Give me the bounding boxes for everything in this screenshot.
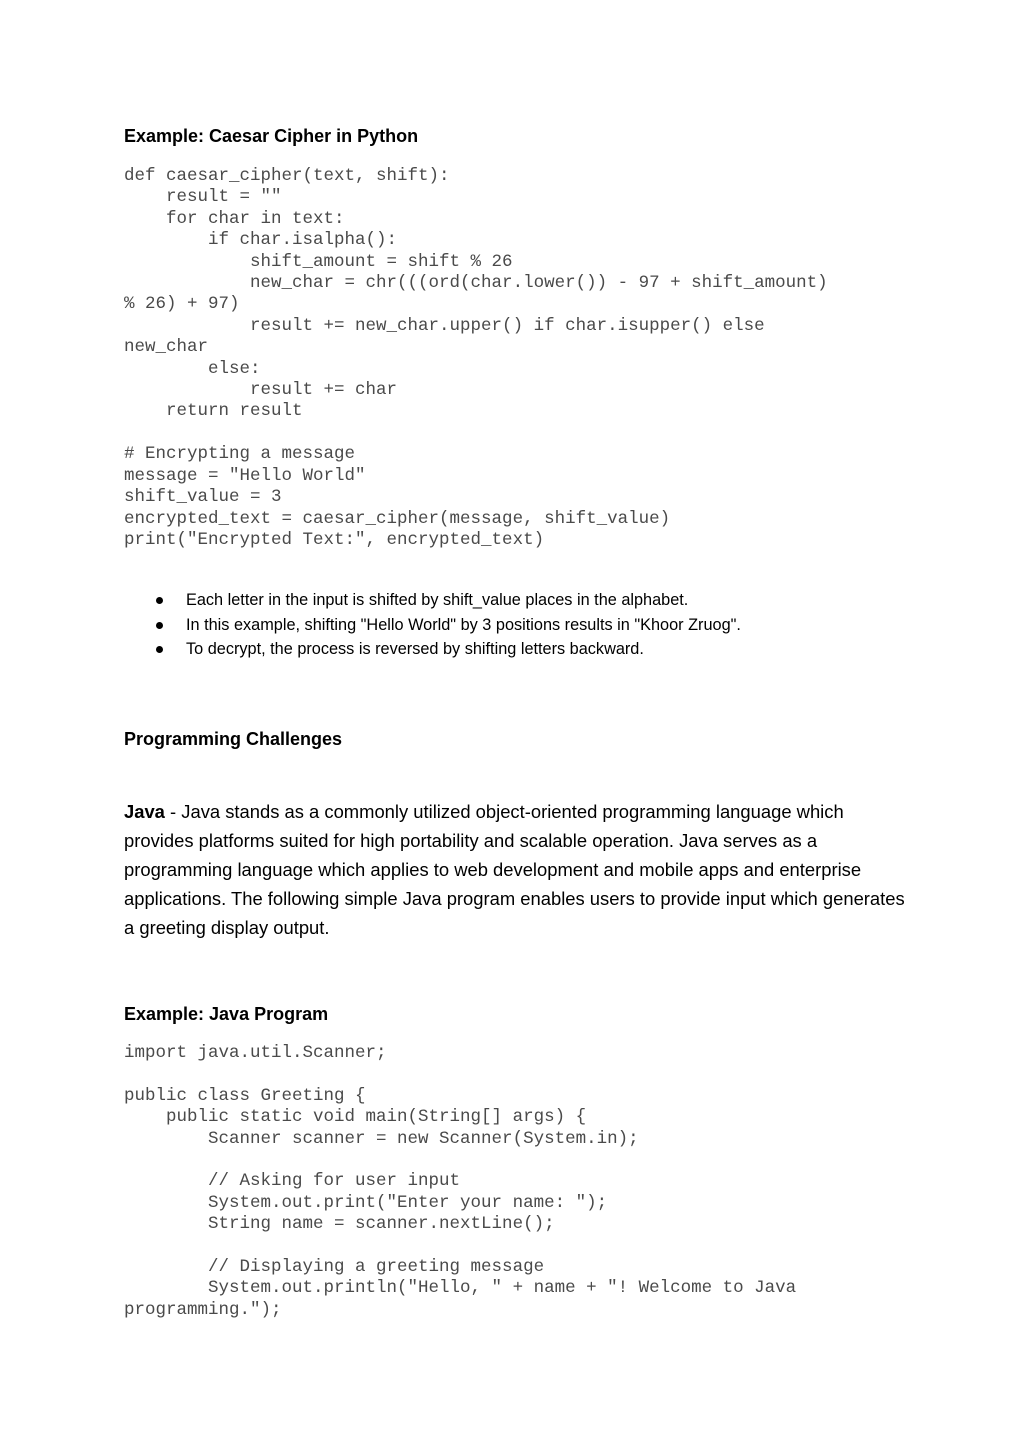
java-term: Java	[124, 801, 165, 822]
list-item	[124, 613, 741, 638]
bullet-icon	[156, 622, 163, 629]
caesar-cipher-heading: Example: Caesar Cipher in Python	[124, 126, 419, 146]
java-code-block: import java.util.Scanner; public class Greeting { public static void main(String[] args) { Scanner scanner = new Scanner(System.in); // Asking for user input System.out.print("Enter your name: "); String name = scanner.nextLine(); // Displaying a greeting message System.out.println("Hello, " + name + "! Welcome to Java programming.");	[124, 1043, 797, 1320]
caesar-notes-list	[124, 588, 741, 662]
list-item	[124, 637, 741, 662]
python-code-block: def caesar_cipher(text, shift): result = "" for char in text: if char.isalpha(): shift_amount = shift % 26 new_char = chr(((ord(char.lower()) - 97 + shift_amount) % 26) + 97) result += new_char.upper() if char.isupper() else new_char else: result += char return result # Encrypting a message message = "Hello World" shift_value = 3 encrypted_text = caesar_cipher(message, shift_value) print("Encrypted Text:", encrypted_text)	[124, 166, 828, 550]
list-item-text: Each letter in the input is shifted by shift_value places in the alphabet.	[186, 591, 689, 609]
programming-challenges-heading: Programming Challenges	[124, 729, 343, 749]
list-item	[124, 588, 741, 613]
bullet-icon	[156, 646, 163, 653]
java-program-heading: Example: Java Program	[124, 1004, 329, 1024]
java-description-paragraph	[124, 797, 914, 942]
java-description-text: - Java stands as a commonly utilized object-oriented programming language which provides platforms suited for high portability and scalable operation. Java serves as a programming language which applies to web development and mobile apps and enterprise applications. The following simple Java program enables users to provide input which generates a greeting display output.	[124, 801, 905, 938]
bullet-icon	[156, 597, 163, 604]
list-item-text: To decrypt, the process is reversed by shifting letters backward.	[186, 640, 644, 658]
list-item-text: In this example, shifting "Hello World" by 3 positions results in "Khoor Zruog".	[186, 615, 741, 634]
